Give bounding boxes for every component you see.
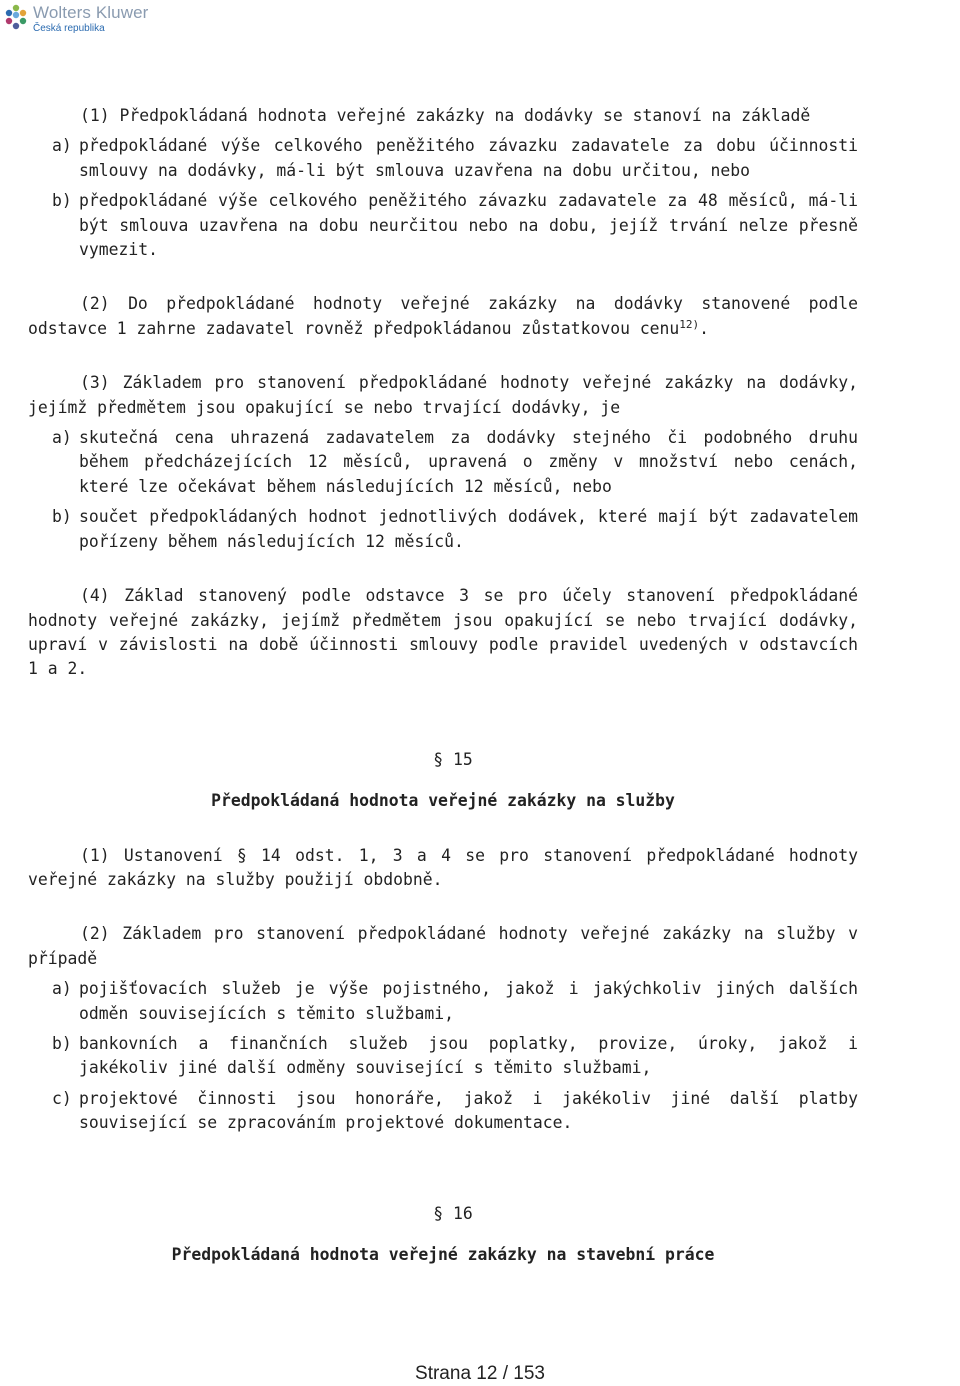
list-item <box>28 977 858 1026</box>
list-item <box>28 426 858 499</box>
brand-name: Wolters Kluwer <box>33 3 149 22</box>
list-item <box>28 1032 858 1081</box>
s14-p2-text: (2) Do předpokládané hodnoty veřejné zakázky na dodávky stanovené podle odstavce 1 zahrne zadavatel rovněž předpokládanou zůstatkovou cenu <box>28 294 858 338</box>
list-item <box>28 134 858 183</box>
list-label: b) <box>52 507 72 527</box>
list-label: c) <box>52 1088 72 1108</box>
s15-p1: (1) Ustanovení § 14 odst. 1, 3 a 4 se pro stanovení předpokládané hodnoty veřejné zakázky na služby použijí obdobně. <box>28 845 858 889</box>
list-label: a) <box>52 979 72 999</box>
list-item <box>28 1087 858 1136</box>
list-text: součet předpokládaných hodnot jednotlivých dodávek, které mají být zadavatelem pořízeny během následujících 12 měsíců. <box>79 507 858 551</box>
s14-p4: (4) Základ stanovený podle odstavce 3 se pro účely stanovení předpokládané hodnoty veřejné zakázky, jejímž předmětem jsou opakující se nebo trvající dodávky, upraví v závislosti na době účinnosti smlouvy podle pravidel uvedených v odstavcích 1 a 2. <box>28 586 858 679</box>
list-label: a) <box>52 428 72 448</box>
list-label: b) <box>52 1033 72 1053</box>
s14-p2 <box>28 292 858 341</box>
list-label: a) <box>52 136 72 156</box>
footnote-ref: 12) <box>679 317 700 331</box>
s14-p2-end: . <box>699 318 710 338</box>
list-text: projektové činnosti jsou honoráře, jakož i jakékoliv jiné další platby související se zpracováním projektové dokumentace. <box>79 1088 858 1133</box>
list-text: skutečná cena uhrazená zadavatelem za dodávky stejného či podobného druhu během předcházejících 12 měsíců, upravená o změny v množství nebo cenách, které lze očekávat během následujících 12 měsíců, nebo <box>79 428 858 496</box>
s14-p3-intro: (3) Základem pro stanovení předpokládané hodnoty veřejné zakázky na dodávky, jejímž předmětem jsou opakující se nebo trvající dodávky, je <box>28 373 858 417</box>
list-text: předpokládané výše celkového peněžitého závazku zadavatele za 48 měsíců, má-li být smlouva uzavřena na dobu neurčitou nebo na dobu, jejíž trvání nelze přesně vymezit. <box>79 191 858 260</box>
section-number: § 15 <box>433 749 473 769</box>
wolters-kluwer-logo <box>4 4 148 34</box>
section-number: § 16 <box>433 1203 473 1223</box>
list-label: b) <box>52 191 72 211</box>
list-text: pojišťovacích služeb je výše pojistného, jakož i jakýchkoliv jiných dalších odměn souvisejících s těmito službami, <box>79 979 858 1023</box>
list-item <box>28 505 858 554</box>
document-body <box>28 104 858 1267</box>
brand-region: Česká republika <box>33 23 105 34</box>
list-text: předpokládané výše celkového peněžitého závazku zadavatele za dobu účinnosti smlouvy na dodávky, má-li být smlouva uzavřena na dobu určitou, nebo <box>79 136 858 180</box>
list-item <box>28 189 858 262</box>
page-number: Strana 12 / 153 <box>415 1363 545 1384</box>
section-title: Předpokládaná hodnota veřejné zakázky na stavební práce <box>171 1245 715 1264</box>
wolters-kluwer-logo-icon <box>4 4 28 32</box>
list-text: bankovních a finančních služeb jsou poplatky, provize, úroky, jakož i jakékoliv jiné další odměny související s těmito službami, <box>79 1033 858 1078</box>
s15-p2-intro: (2) Základem pro stanovení předpokládané hodnoty veřejné zakázky na služby v případě <box>28 924 858 968</box>
s14-p1-intro: (1) Předpokládaná hodnota veřejné zakázky na dodávky se stanoví na základě <box>80 106 811 125</box>
section-title: Předpokládaná hodnota veřejné zakázky na služby <box>211 791 675 811</box>
